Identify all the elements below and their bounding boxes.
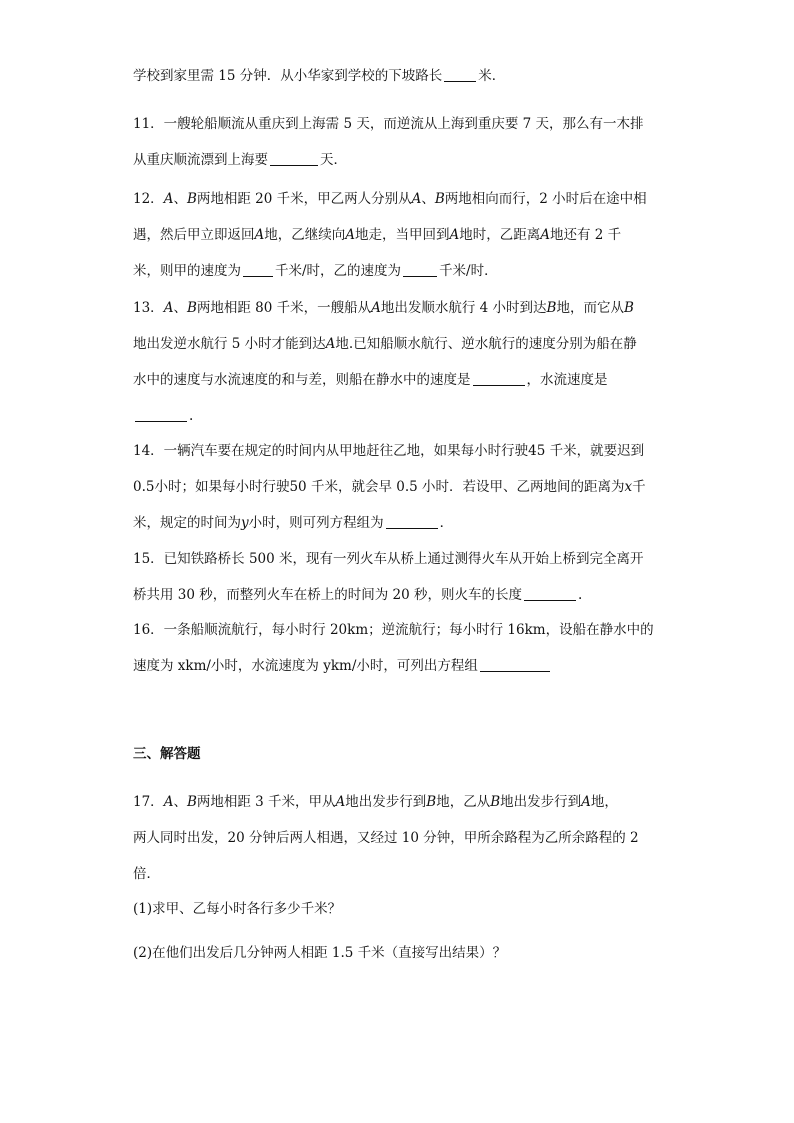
question-17 xyxy=(133,784,663,892)
point-a: A xyxy=(449,227,460,243)
q13-text: 地出发逆水航行 5 小时才能到达 xyxy=(133,336,326,352)
q17-sub-1-text: (1)求甲、乙每小时各行多少千米？ xyxy=(133,901,342,917)
q17-text: 地，乙从 xyxy=(436,794,491,810)
q13-text: 地，而它从 xyxy=(556,300,624,316)
point-a: A xyxy=(540,227,550,243)
point-b: B xyxy=(623,300,634,316)
point-a: A xyxy=(254,227,265,243)
point-a: A xyxy=(411,191,422,207)
q12-text: 地，乙继续向 xyxy=(264,227,346,243)
point-a: A xyxy=(371,300,381,316)
point-a: A xyxy=(163,794,174,810)
point-b: B xyxy=(490,794,501,810)
answer-blank xyxy=(403,262,437,277)
point-a: A xyxy=(325,336,336,352)
question-12 xyxy=(133,181,663,289)
q11-line-1: 11．一艘轮船顺流从重庆到上海需 5 天，而逆流从上海到重庆要 7 天，那么有一木排 xyxy=(133,116,644,132)
q17-text: 地出发步行到 xyxy=(500,794,582,810)
point-a: A xyxy=(163,191,174,207)
q14-text: 千 xyxy=(632,479,646,495)
q12-text: 、 xyxy=(173,191,187,207)
q17-text: 、 xyxy=(173,794,187,810)
q13-text: 水中的速度与水流速度的和与差，则船在静水中的速度是 xyxy=(133,372,471,388)
answer-blank xyxy=(473,371,525,386)
point-a: A xyxy=(345,227,355,243)
q12-text: 遇，然后甲立即返回 xyxy=(133,227,255,243)
point-b: B xyxy=(186,191,197,207)
q12-text: 地时，乙距离 xyxy=(459,227,541,243)
q12-number: 12． xyxy=(133,191,164,207)
question-15 xyxy=(133,541,663,613)
q17-line-3: 倍． xyxy=(133,866,160,882)
q13-text: 、 xyxy=(173,300,187,316)
point-b: B xyxy=(426,794,437,810)
q12-text: 两地相向而行，2 小时后在途中相 xyxy=(444,191,647,207)
variable-x: x xyxy=(624,479,633,495)
q13-text: 地出发顺水航行 4 小时到达 xyxy=(380,300,547,316)
q17-sub-2-text: (2)在他们出发后几分钟两人相距 1.5 千米（直接写出结果）？ xyxy=(133,945,507,961)
section-heading xyxy=(133,736,663,772)
q17-text: 地出发步行到 xyxy=(345,794,427,810)
q13-number: 13． xyxy=(133,300,164,316)
answer-blank xyxy=(243,262,273,277)
point-b: B xyxy=(434,191,445,207)
q13-text: . xyxy=(189,408,194,424)
question-11 xyxy=(133,106,663,178)
question-13 xyxy=(133,290,663,434)
q17-number: 17． xyxy=(133,794,164,810)
answer-blank xyxy=(524,586,576,601)
q14-line-1: 14．一辆汽车要在规定的时间内从甲地赶往乙地，如果每小时行驶45 千米，就要迟到 xyxy=(133,443,645,459)
variable-y: y xyxy=(241,515,249,531)
point-b: B xyxy=(186,794,197,810)
q17-text: 地， xyxy=(590,794,618,810)
q12-text: 地还有 2 千 xyxy=(550,227,622,243)
q12-text: 米，则甲的速度为 xyxy=(133,263,241,279)
answer-blank xyxy=(270,151,318,166)
q17-subquestion-2 xyxy=(133,935,663,971)
q15-line-1: 15．已知铁路桥长 500 米，现有一列火车从桥上通过测得火车从开始上桥到完全离开 xyxy=(133,551,644,567)
q16-line-1: 16．一条船顺流航行，每小时行 20km；逆流航行；每小时行 16km，设船在静水中的 xyxy=(133,622,654,638)
q12-text: 千米/时． xyxy=(439,263,498,279)
point-a: A xyxy=(581,794,591,810)
point-b: B xyxy=(546,300,557,316)
section-title: 三、解答题 xyxy=(133,746,201,762)
q15-text: . xyxy=(578,587,583,603)
q13-text: 两地相距 80 千米，一艘船从 xyxy=(196,300,372,316)
q10-text: 学校到家里需 15 分钟．从小华家到学校的下坡路长 xyxy=(133,68,443,84)
q13-text: 地.已知船顺水航行、逆水航行的速度分别为船在静 xyxy=(335,336,637,352)
q13-text: ，水流速度是 xyxy=(526,372,608,388)
answer-blank xyxy=(444,67,476,82)
q10-text-end: 米． xyxy=(478,68,506,84)
question-14 xyxy=(133,433,663,541)
question-16 xyxy=(133,612,663,684)
q12-text: 、 xyxy=(421,191,435,207)
q14-line-2: 0.5小时；如果每小时行驶50 千米，就会早 0.5 小时．若设甲、乙两地间的距离为 xyxy=(133,479,625,495)
q17-subquestion-1 xyxy=(133,891,663,927)
q14-line-3: 米，规定的时间为 xyxy=(133,515,241,531)
answer-blank xyxy=(135,407,187,422)
answer-blank xyxy=(480,657,550,672)
q14-text: ． xyxy=(439,515,454,531)
answer-blank xyxy=(386,514,438,529)
q17-text: 两地相距 3 千米，甲从 xyxy=(196,794,336,810)
q15-line-2: 桥共用 30 秒，而整列火车在桥上的时间为 20 秒，则火车的长度 xyxy=(133,587,523,603)
point-b: B xyxy=(186,300,197,316)
q11-line-2: 从重庆顺流漂到上海要 xyxy=(133,152,268,168)
q17-line-2: 两人同时出发，20 分钟后两人相遇，又经过 10 分钟，甲所余路程为乙所余路程的 2 xyxy=(133,830,639,846)
q14-text: 小时，则可列方程组为 xyxy=(248,515,384,531)
q12-text: 两地相距 20 千米，甲乙两人分别从 xyxy=(196,191,412,207)
question-10-continuation xyxy=(133,58,663,94)
q16-line-2: 速度为 xkm/小时，水流速度为 ykm/小时，可列出方程组 xyxy=(133,658,478,674)
q11-line-2-end: 天． xyxy=(320,152,347,168)
point-a: A xyxy=(335,794,346,810)
q12-text: 千米/时，乙的速度为 xyxy=(275,263,402,279)
point-a: A xyxy=(163,300,174,316)
q12-text: 地走，当甲回到 xyxy=(355,227,450,243)
